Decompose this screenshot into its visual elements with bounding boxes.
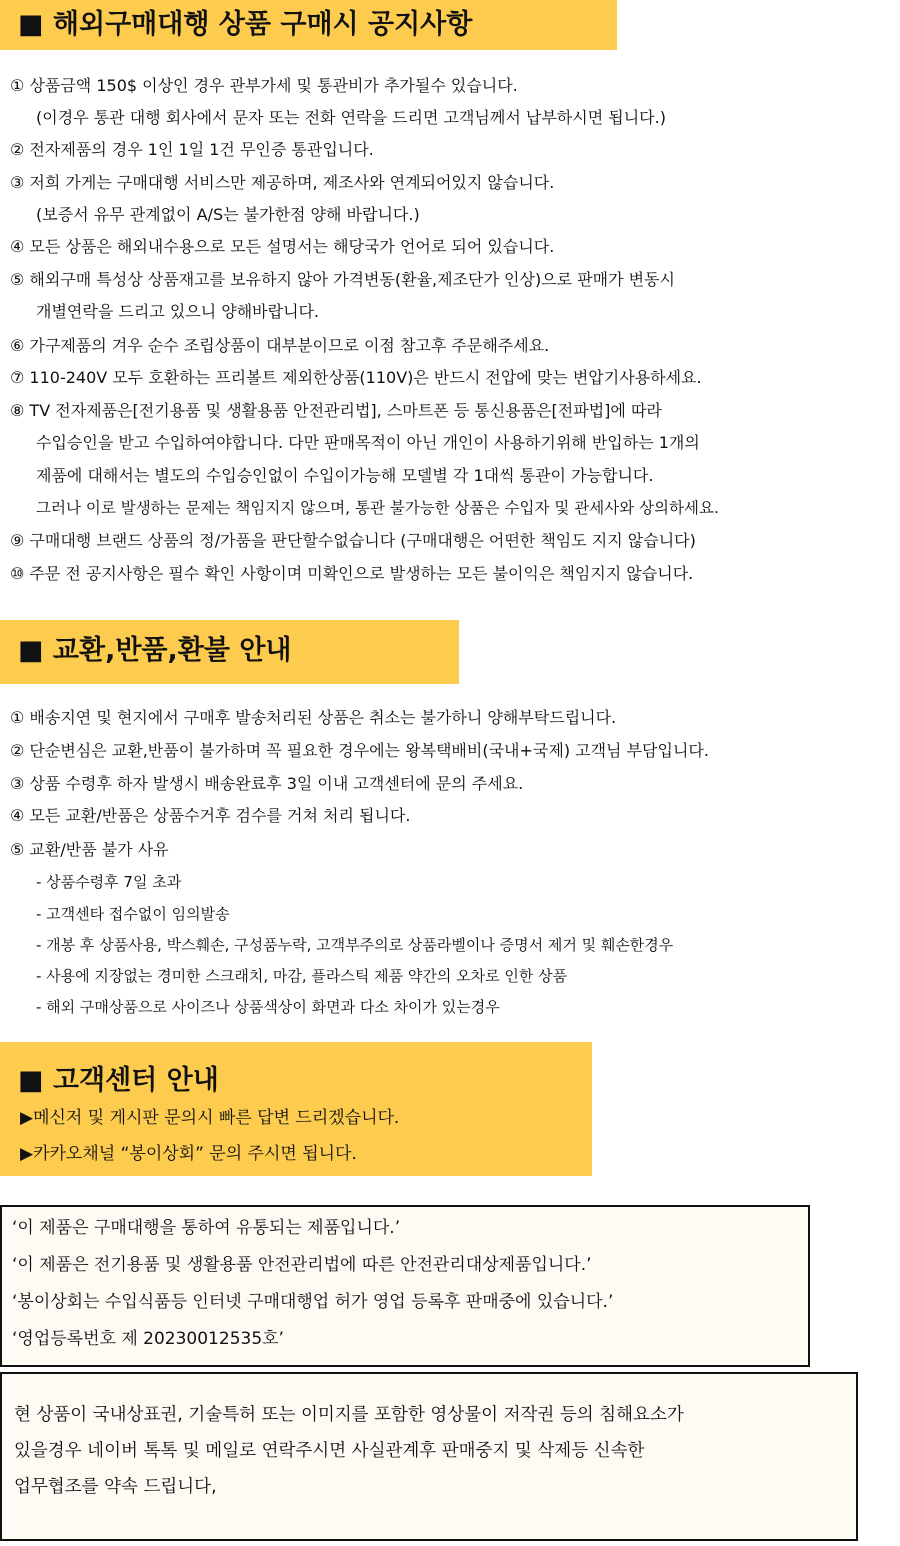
notice-line: ② 전자제품의 경우 1인 1일 1건 무인증 통관입니다. (10, 140, 374, 159)
notice-line: ③ 저희 가게는 구매대행 서비스만 제공하며, 제조사와 연계되어있지 않습니다. (10, 173, 555, 192)
refund-reason-item: - 해외 구매상품으로 사이즈나 상품색상이 화면과 다소 차이가 있는경우 (36, 998, 500, 1016)
legal-notice-line: ‘영업등록번호 제 20230012535호’ (12, 1329, 284, 1349)
cs-line: ▶메신저 및 게시판 문의시 빠른 답변 드리겠습니다. (20, 1108, 400, 1128)
copyright-notice-line: 현 상품이 국내상표권, 기술특허 또는 이미지를 포함한 영상물이 저작권 등의 침해요소가 (14, 1405, 684, 1425)
notice-line: ⑤ 해외구매 특성상 상품재고를 보유하지 않아 가격변동(환율,제조단가 인상)으로 판매가 변동시 (10, 270, 676, 289)
legal-notice-box (0, 1205, 810, 1367)
cs-banner (0, 1042, 592, 1176)
notice-line: ① 상품금액 150$ 이상인 경우 관부가세 및 통관비가 추가될수 있습니다. (10, 76, 518, 95)
notice-line: (이경우 통관 대행 회사에서 문자 또는 전화 연락을 드리면 고객님께서 납부하시면 됩니다.) (36, 108, 666, 127)
copyright-notice-line: 업무협조를 약속 드립니다, (14, 1477, 217, 1497)
notice-title: ■ 해외구매대행 상품 구매시 공지사항 (18, 9, 473, 40)
copyright-notice-box (0, 1372, 858, 1541)
legal-notice-line: ‘봉이상회는 수입식품등 인터넷 구매대행업 허가 영업 등록후 판매중에 있습니다.’ (12, 1292, 614, 1312)
legal-notice-line: ‘이 제품은 전기용품 및 생활용품 안전관리법에 따른 안전관리대상제품입니다.’ (12, 1255, 592, 1275)
notice-line: ④ 모든 상품은 해외내수용으로 모든 설명서는 해당국가 언어로 되어 있습니다. (10, 237, 555, 256)
notice-line: 제품에 대해서는 별도의 수입승인없이 수입이가능해 모델별 각 1대씩 통관이 가능합니다. (36, 466, 654, 485)
refund-reason-item: - 사용에 지장없는 경미한 스크래치, 마감, 플라스틱 제품 약간의 오차로 인한 상품 (36, 967, 568, 985)
refund-reason-item: - 상품수령후 7일 초과 (36, 873, 182, 891)
refund-line: ② 단순변심은 교환,반품이 불가하며 꼭 필요한 경우에는 왕복택배비(국내+국제) 고객님 부담입니다. (10, 741, 709, 760)
cs-title: ■ 고객센터 안내 (18, 1065, 219, 1096)
refund-line: ⑤ 교환/반품 불가 사유 (10, 840, 169, 859)
notice-line: ⑩ 주문 전 공지사항은 필수 확인 사항이며 미확인으로 발생하는 모든 불이익은 책임지지 않습니다. (10, 564, 694, 583)
notice-line: ⑥ 가구제품의 겨우 순수 조립상품이 대부분이므로 이점 참고후 주문해주세요. (10, 336, 550, 355)
notice-line: (보증서 유무 관계없이 A/S는 불가한점 양해 바랍니다.) (36, 205, 420, 224)
refund-reason-item: - 고객센타 접수없이 임의발송 (36, 905, 230, 923)
notice-line: 개별연락을 드리고 있으니 양해바랍니다. (36, 302, 320, 321)
copyright-notice-line: 있을경우 네이버 톡톡 및 메일로 연락주시면 사실관계후 판매중지 및 삭제등 신속한 (14, 1441, 645, 1461)
notice-line: ⑦ 110-240V 모두 호환하는 프리볼트 제외한상품(110V)은 반드시 전압에 맞는 변압기사용하세요. (10, 368, 702, 387)
refund-reason-item: - 개봉 후 상품사용, 박스훼손, 구성품누락, 고객부주의로 상품라벨이나 증명서 제거 및 훼손한경우 (36, 936, 674, 954)
notice-line: 그러나 이로 발생하는 문제는 책임지지 않으며, 통관 불가능한 상품은 수입자 및 관세사와 상의하세요. (36, 499, 719, 517)
cs-line: ▶카카오채널 “봉이상회” 문의 주시면 됩니다. (20, 1144, 357, 1164)
refund-line: ① 배송지연 및 현지에서 구매후 발송처리된 상품은 취소는 불가하니 양해부탁드립니다. (10, 708, 617, 727)
notice-line: ⑨ 구매대행 브랜드 상품의 정/가품을 판단할수없습니다 (구매대행은 어떤한 책임도 지지 않습니다) (10, 531, 696, 550)
refund-banner (0, 620, 459, 684)
notice-line: 수입승인을 받고 수입하여야합니다. 다만 판매목적이 아닌 개인이 사용하기위해 반입하는 1개의 (36, 433, 700, 452)
refund-line: ④ 모든 교환/반품은 상품수거후 검수를 거쳐 처리 됩니다. (10, 806, 411, 825)
notice-banner (0, 0, 617, 50)
legal-notice-line: ‘이 제품은 구매대행을 통하여 유통되는 제품입니다.’ (12, 1218, 401, 1238)
notice-line: ⑧ TV 전자제품은[전기용품 및 생활용품 안전관리법], 스마트폰 등 통신용품은[전파법]에 따라 (10, 401, 662, 420)
refund-title: ■ 교환,반품,환불 안내 (18, 635, 292, 666)
refund-line: ③ 상품 수령후 하자 발생시 배송완료후 3일 이내 고객센터에 문의 주세요. (10, 774, 524, 793)
